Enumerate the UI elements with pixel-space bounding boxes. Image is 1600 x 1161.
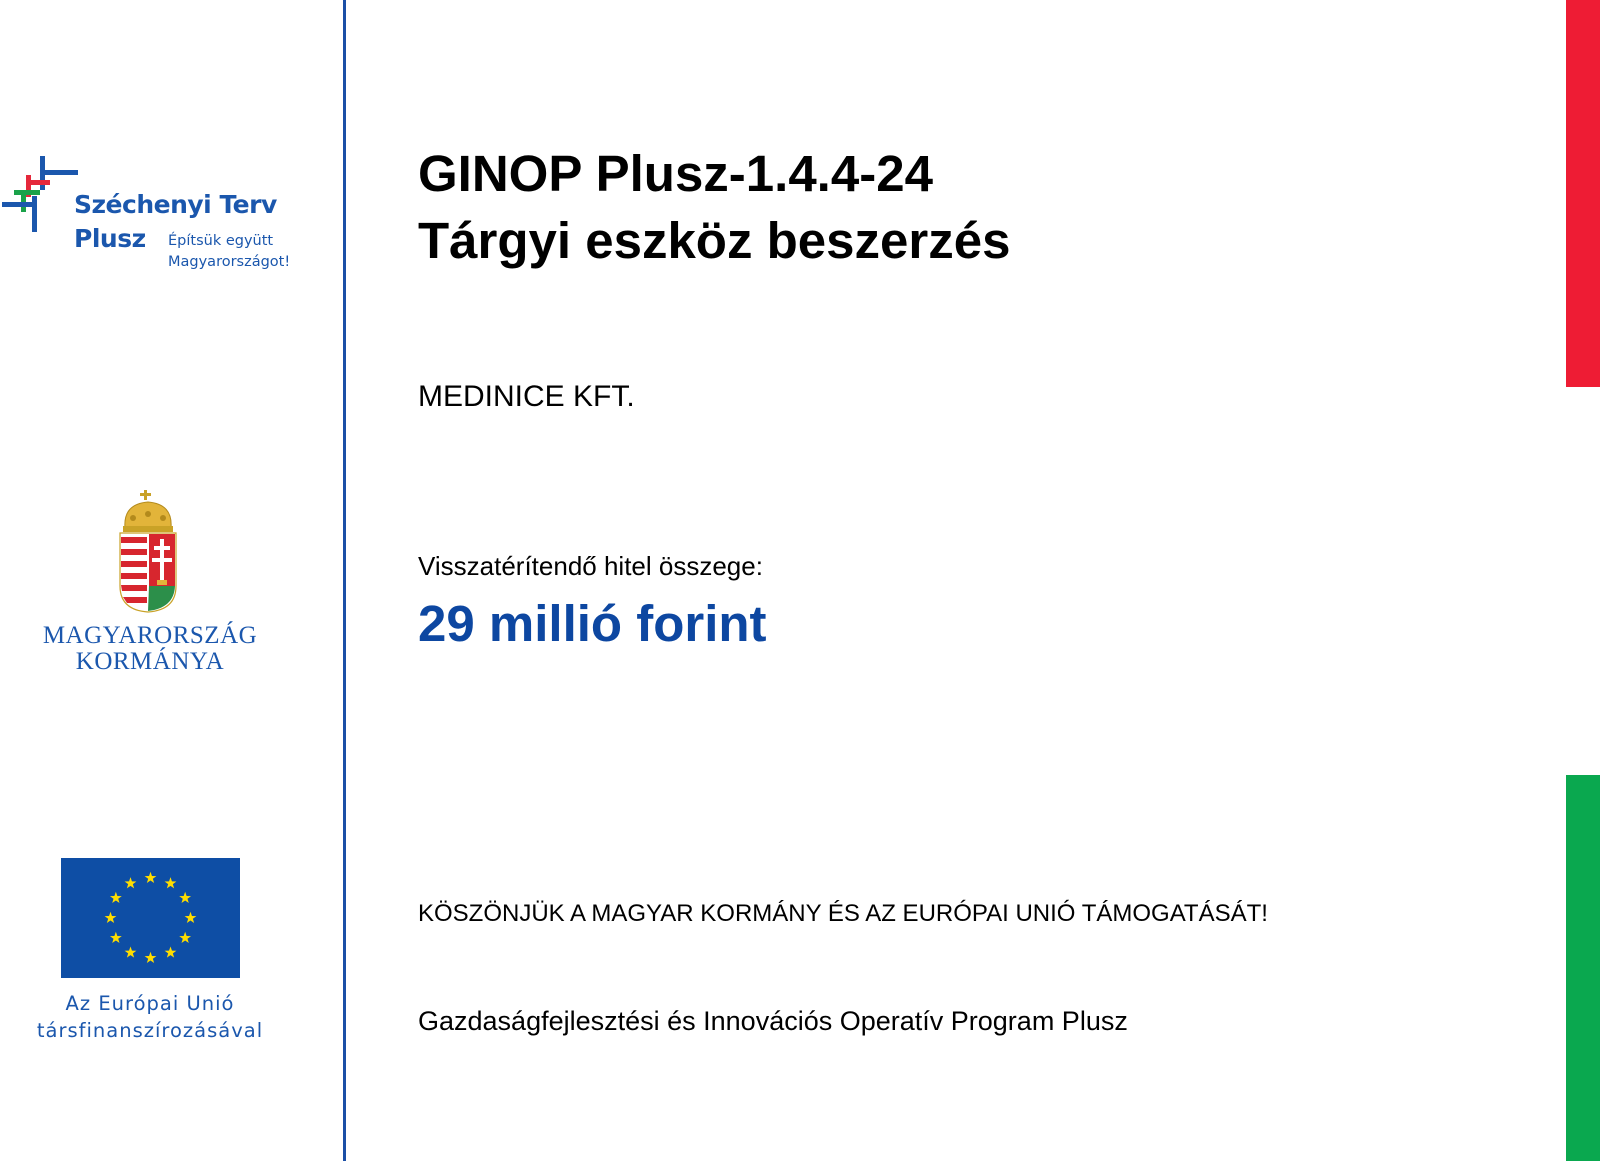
szechenyi-terv-logo [0,150,310,280]
title-line-2: Tárgyi eszköz beszerzés [418,212,1011,269]
vertical-divider [343,0,346,1161]
flag-bar-green [1566,775,1600,1161]
logo-sidebar [0,0,344,1161]
government-name: MAGYARORSZÁG KORMÁNYA [42,622,258,675]
eu-flag-icon [61,858,240,978]
page-title [418,140,1010,274]
szechenyi-plusz: Plusz [74,224,146,253]
hungarian-coat-of-arms-icon [117,490,179,614]
szechenyi-slogan: Építsük együtt Magyarországot! [168,233,291,270]
program-name: Gazdaságfejlesztési és Innovációs Operatív Program Plusz [418,1006,1128,1036]
main-content [418,0,1518,1161]
title-line-1: GINOP Plusz-1.4.4-24 [418,145,933,202]
company-name: MEDINICE KFT. [418,380,635,413]
thanks-text: KÖSZÖNJÜK A MAGYAR KORMÁNY ÉS AZ EURÓPAI UNIÓ TÁMOGATÁSÁT! [418,900,1268,927]
eu-caption: Az Európai Unió társfinanszírozásával [36,992,264,1042]
loan-amount: 29 millió forint [418,595,767,652]
loan-label: Visszatérítendő hitel összege: [418,551,763,581]
flag-bar-red [1566,0,1600,387]
cross-plus-logo-icon [2,156,78,232]
szechenyi-title: Széchenyi Terv [74,190,277,219]
